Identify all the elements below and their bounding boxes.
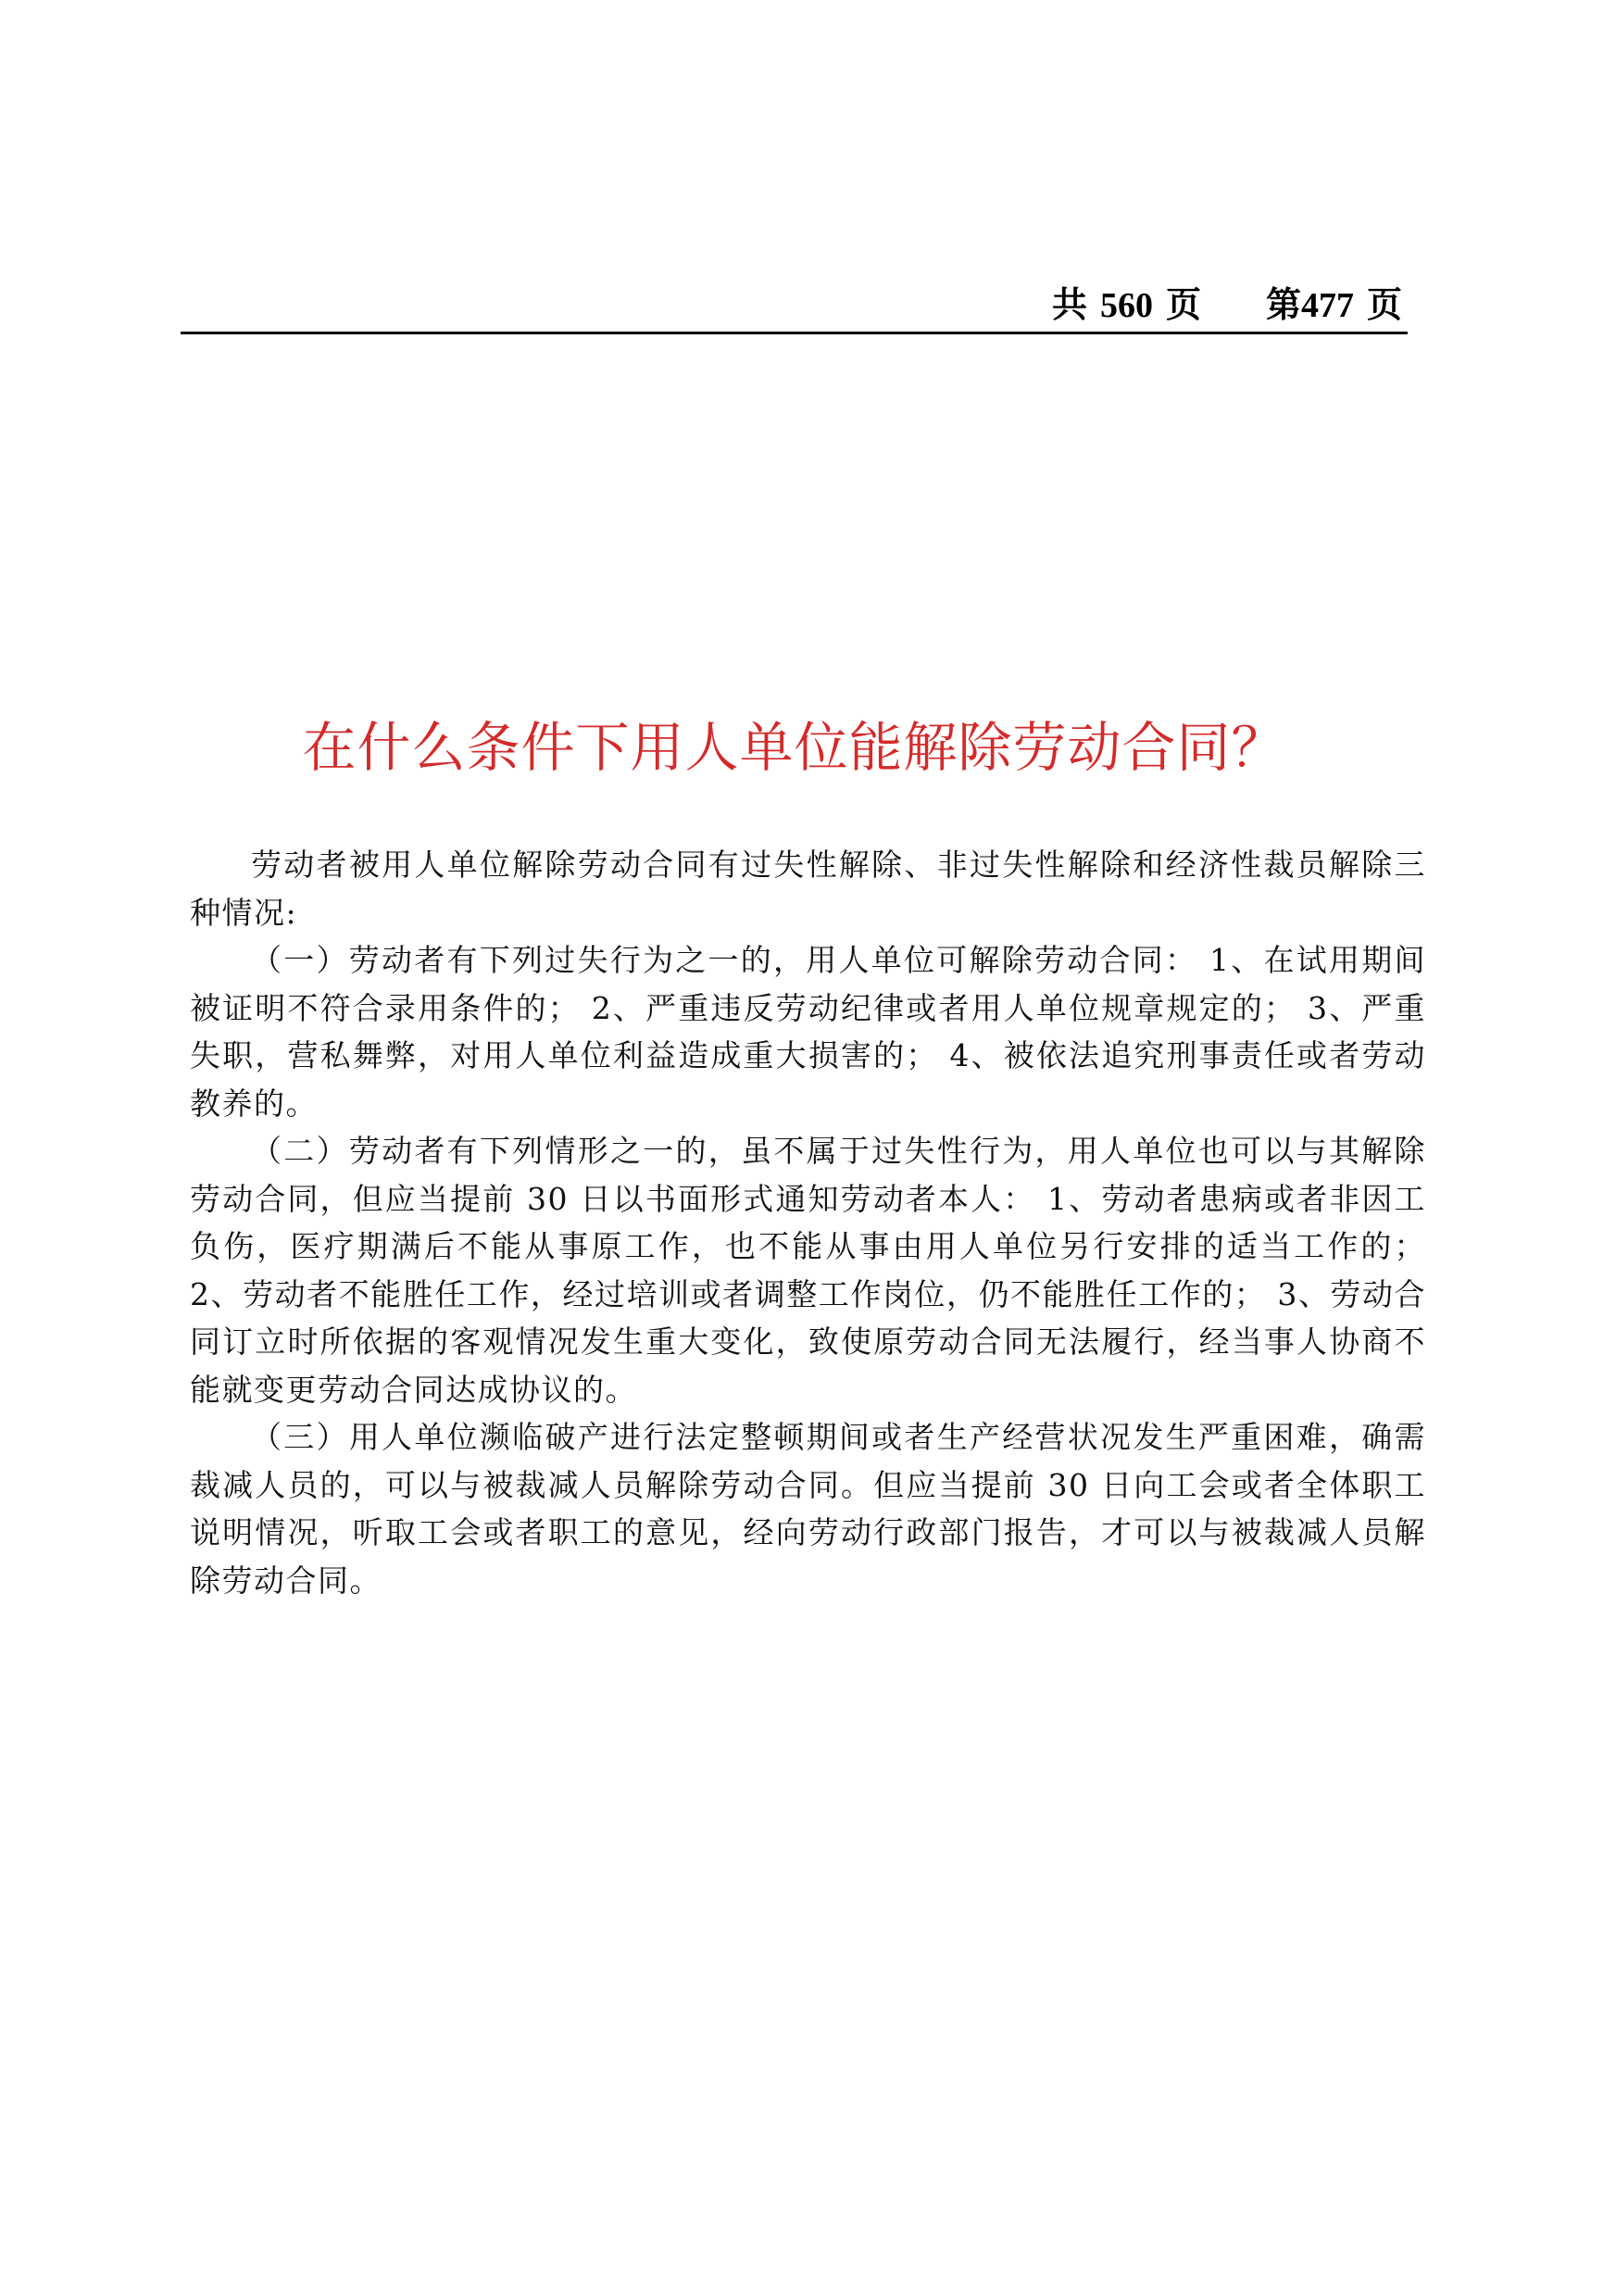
paragraph-intro: 劳动者被用人单位解除劳动合同有过失性解除、非过失性解除和经济性裁员解除三种情况: xyxy=(190,847,1426,931)
page-header xyxy=(181,278,1408,334)
page-counter xyxy=(1052,285,1402,326)
current-page-prefix: 第 xyxy=(1265,286,1301,325)
current-page-value: 477 xyxy=(1300,286,1354,325)
document-title: 在什么条件下用人单位能解除劳动合同？ xyxy=(302,715,1286,779)
paragraph-fault-dismissal: （一）劳动者有下列过失行为之一的，用人单位可解除劳动合同： 1、在试用期间被证明不符合录用条件的； 2、严重违反劳动纪律或者用人单位规章规定的； 3、严重失职，营私舞弊，对用人单位利益造成重大损害的； 4、被依法追究刑事责任或者劳动教养的。 xyxy=(190,942,1426,1122)
current-page-suffix: 页 xyxy=(1366,286,1402,325)
paragraph-non-fault-dismissal: （二）劳动者有下列情形之一的，虽不属于过失性行为，用人单位也可以与其解除劳动合同，但应当提前 30 日以书面形式通知劳动者本人： 1、劳动者患病或者非因工负伤，医疗期满后不能从事原工作，也不能从事由用人单位另行安排的适当工作的； 2、劳动者不能胜任工作，经过培训或者调整工作岗位，仍不能胜任工作的； 3、劳动合同订立时所依据的客观情况发生重大变化，致使原劳动合同无法履行，经当事人协商不能就变更劳动合同达成协议的。 xyxy=(190,1133,1426,1408)
total-pages-prefix: 共 xyxy=(1051,286,1087,325)
total-pages-suffix: 页 xyxy=(1165,286,1201,325)
total-pages-value: 560 xyxy=(1099,286,1153,325)
document-body xyxy=(190,841,1426,1604)
paragraph-economic-layoff: （三）用人单位濒临破产进行法定整顿期间或者生产经营状况发生严重困难，确需裁减人员的，可以与被裁减人员解除劳动合同。但应当提前 30 日向工会或者全体职工说明情况，听取工会或者职工的意见，经向劳动行政部门报告，才可以与被裁减人员解除劳动合同。 xyxy=(190,1419,1426,1599)
